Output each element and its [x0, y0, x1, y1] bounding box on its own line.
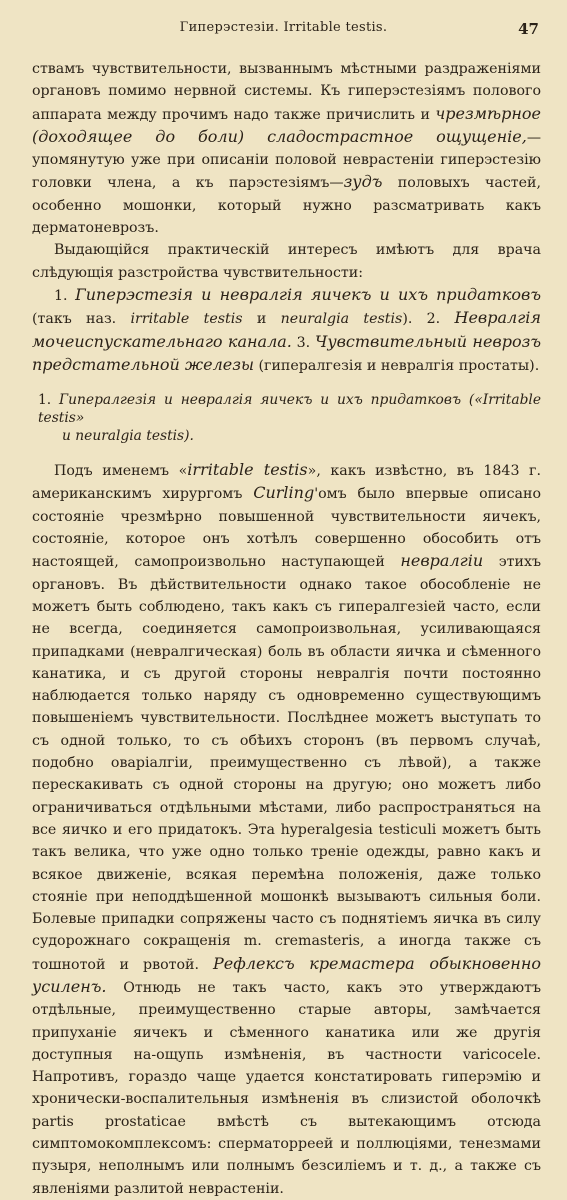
italic-phrase: Гиперэстезія и невралгія яичекъ и ихъ придатковъ — [75, 284, 541, 304]
paragraph-2: Выдающійся практическій интересъ имѣютъ для врача слѣдующія разстройства чувствительности: — [32, 242, 541, 281]
italic-phrase: зудъ — [343, 172, 383, 192]
paragraph-1: ствамъ чувствительности, вызваннымъ мѣстными раздраженіями органовъ помимо нервной системы. Къ гиперэстезіямъ полового аппарата между прочимъ надо также причислить и чрезмѣрное (доходящее до боли) сладострастное ощущеніе,—упомянутую уже при описаніи половой неврастеніи гиперэстезію головки члена, а къ парэстезіямъ—зудъ половыхъ частей, особенно мошонки, который нужно разсматривать какъ дерматоневрозъ. — [32, 61, 541, 237]
italic-phrase: irritable testis — [130, 311, 243, 328]
italic-phrase: Невралгія мочеиспускательнаго канала. — [32, 308, 541, 351]
italic-phrase: neuralgia testis — [280, 311, 403, 328]
italic-phrase: чрезмѣрное (доходящее до боли) сладострастное ощущеніе, — [32, 103, 541, 146]
paragraph-3: 1. Гиперэстезія и невралгія яичекъ и ихъ придатковъ (такъ наз. irritable testis и neuralgia testis). 2. Невралгія мочеиспускательнаго канала. 3. Чувствительный неврозъ предстательной железы (гипералгезія и невралгія простаты). — [32, 284, 541, 374]
section-title: 1. Гипералгезія и невралгія яичекъ и ихъ придатковъ («Irritable testis» и neuralgia testis). — [38, 392, 541, 445]
page-header — [0, 20, 567, 40]
italic-phrase: Curling — [253, 483, 315, 503]
italic-phrase: Рефлексъ кремастера обыкновенно усиленъ. — [32, 953, 541, 996]
paragraph-4: Подъ именемъ «irritable testis», какъ извѣстно, въ 1843 г. американскимъ хирургомъ Curling'омъ было впервые описано состояніе чрезмѣрно повышенной чувствительности яичекъ, состояніе, которое онъ хотѣлъ совершенно обособить отъ настоящей, самопроизвольно наступающей невралгіи этихъ органовъ. Въ дѣйствительности однако такое обособленіе не можетъ быть соблюдено, такъ какъ съ гипералгезіей часто, если не всегда, соединяется самопроизвольная, усиливающаяся припадками (невралгическая) боль въ области яичка и сѣменного канатика, и съ другой стороны невралгія почти постоянно наблюдается только наряду съ одновременно существующимъ повышеніемъ чувствительности. Послѣднее можетъ выступать то съ одной только, то съ обѣихъ сторонъ (въ первомъ случаѣ, подобно оваріалгіи, преимущественно съ лѣвой), а также перескакивать съ одной стороны на другую; оно можетъ либо ограничиваться отдѣльными мѣстами, либо распространяться на все яичко и его придатокъ. Эта hyperalgesia testiculi можетъ быть такъ велика, что уже одно только треніе одежды, равно какъ и всякое движеніе, всякая перемѣна положенія, даже только стояніе при неподдѣшенной мошонкѣ вызываютъ сильныя боли. Болевые припадки сопряжены часто съ поднятіемъ яичка въ силу судорожнаго сокращенія m. cremasteris, а иногда также съ тошнотой и рвотой. Рефлексъ кремастера обыкновенно усиленъ. Отнюдь не такъ часто, какъ это утверждаютъ отдѣльные, преимущественно старые авторы, замѣчается припуханіе яичекъ и сѣменного канатика или же другія доступныя на-ощупь измѣненія, въ частности varicocele. Напротивъ, гораздо чаще удается констатировать гиперэмію и хронически-воспалительныя измѣненія въ слизистой оболочкѣ partis prostaticae вмѣстѣ съ вытекающимъ отсюда симптомокомплексомъ: сперматорреей и поллюціями, тенезмами пузыря, неполнымъ или полнымъ безсиліемъ и т. д., а также съ явленіями разлитой неврастеніи. — [32, 460, 541, 1197]
running-head: Гиперэстезіи. Irritable testis. — [179, 20, 388, 35]
italic-phrase: невралгіи — [400, 551, 484, 571]
page-body — [32, 58, 541, 1200]
page-number: 47 — [518, 20, 539, 38]
italic-phrase: irritable testis — [187, 460, 308, 480]
italic-phrase: Чувствительный неврозъ предстательной железы — [32, 331, 541, 374]
